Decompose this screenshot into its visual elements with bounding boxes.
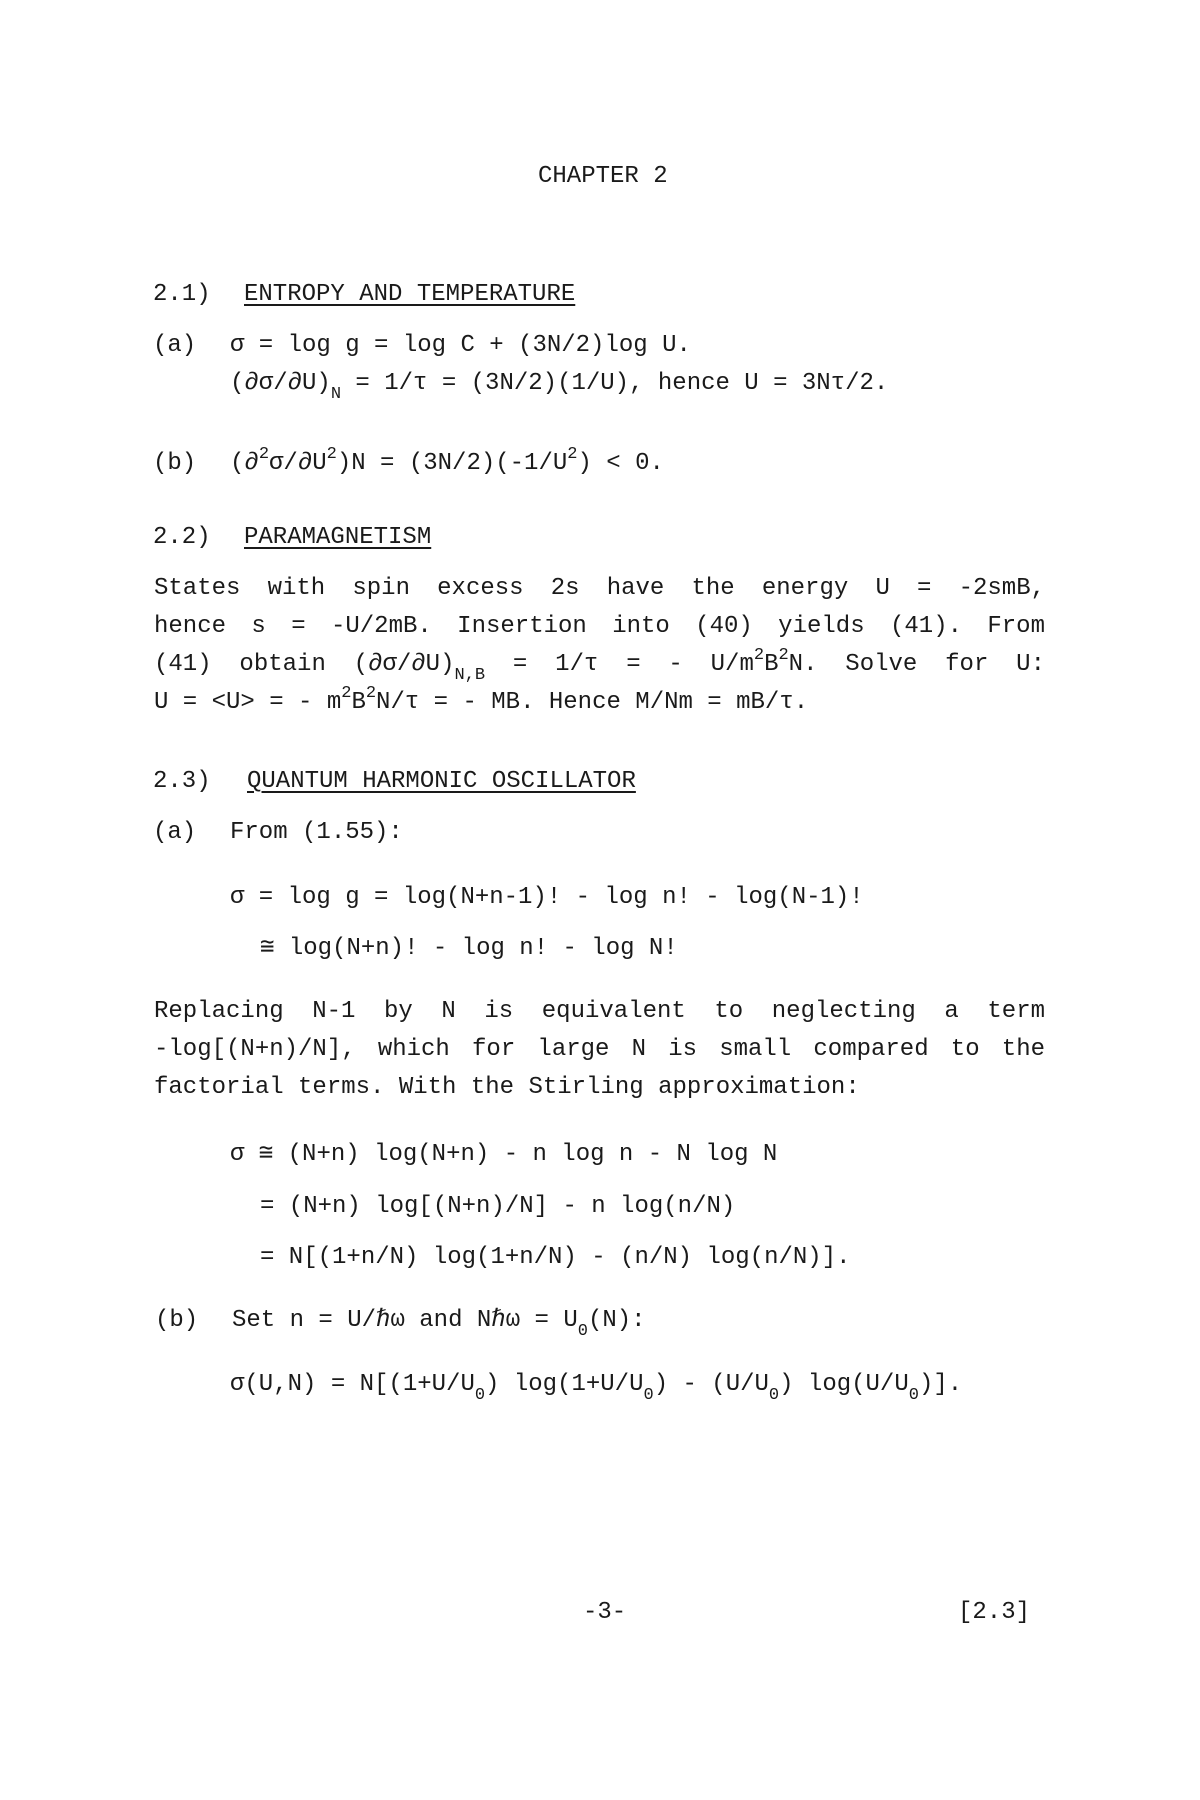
chapter-title: CHAPTER 2 bbox=[538, 163, 668, 190]
section-2-3-title: QUANTUM HARMONIC OSCILLATOR bbox=[247, 768, 636, 795]
paragraph-line2: -log[(N+n)/N], which for large N is small compared to the bbox=[154, 1036, 1045, 1063]
equation-2: ≅ log(N+n)! - log n! - log N! bbox=[260, 935, 678, 962]
section-2-2-title: PARAMAGNETISM bbox=[244, 524, 432, 551]
section-2-1-a-line2: $(\partial\sigma/\partial U)_N = 1/\tau = (3N/2)(1/U)$, hence U = 3Nτ/2. bbox=[230, 370, 889, 404]
final-equation: $\sigma(U,N) = N[(1+U/U_0)$ $\log(1+U/U_0) - (U/U_0)$ $\log(U/U_0)$]. bbox=[230, 1371, 963, 1405]
section-2-1-a-label: (a) bbox=[153, 332, 197, 359]
section-2-2-line1: States with spin excess 2s have the energy U = -2smB, bbox=[154, 575, 1045, 602]
section-2-3-a-intro: From (1.55): bbox=[230, 819, 403, 846]
equation-4: = (N+n) log[(N+n)/N] - n log(n/N) bbox=[260, 1193, 736, 1220]
section-2-1-a-line1: σ = log g = log C + (3N/2)log U. bbox=[230, 332, 691, 359]
section-2-3-b-label: (b) bbox=[155, 1307, 199, 1334]
page-number: -3- bbox=[583, 1599, 627, 1626]
page-reference: [2.3] bbox=[958, 1599, 1031, 1626]
paragraph-line1: Replacing N-1 by N is equivalent to neglecting a term bbox=[154, 998, 1045, 1025]
equation-5: = N[(1+n/N) log(1+n/N) - (n/N) log(n/N)]. bbox=[260, 1244, 851, 1271]
section-2-3-a-label: (a) bbox=[153, 819, 197, 846]
paragraph-line3: factorial terms. With the Stirling approximation: bbox=[154, 1074, 860, 1101]
section-2-1-number: 2.1) bbox=[153, 281, 211, 308]
equation-3: σ ≅ (N+n) log(N+n) - n log n - N log N bbox=[230, 1141, 778, 1168]
section-2-3-b-text: Set n = U/ℏω and Nℏω = $U_0(N)$: bbox=[232, 1307, 646, 1341]
section-2-2-line3: (41) obtain $(\partial\sigma/\partial U)_{N,B} = 1/\tau$ = - $U/m^2B^2N$. Solve for U: bbox=[154, 646, 1045, 685]
section-2-2-line2: hence s = -U/2mB. Insertion into (40) yields (41). From bbox=[154, 613, 1045, 640]
section-2-3-number: 2.3) bbox=[153, 768, 211, 795]
section-2-2-number: 2.2) bbox=[153, 524, 211, 551]
section-2-1-b-equation: $(\partial^2\sigma/\partial U^2)N = (3N/2)(-1/U^2) < 0$. bbox=[230, 445, 664, 477]
section-2-1-b-label: (b) bbox=[153, 450, 197, 477]
section-2-1-title: ENTROPY AND TEMPERATURE bbox=[244, 281, 576, 308]
equation-1: σ = log g = log(N+n-1)! - log n! - log(N-1)! bbox=[230, 884, 864, 911]
section-2-2-line4: U = <U> = - $m^2B^2N/\tau$ = - MB. Hence M/Nm = mB/τ. bbox=[154, 684, 809, 716]
